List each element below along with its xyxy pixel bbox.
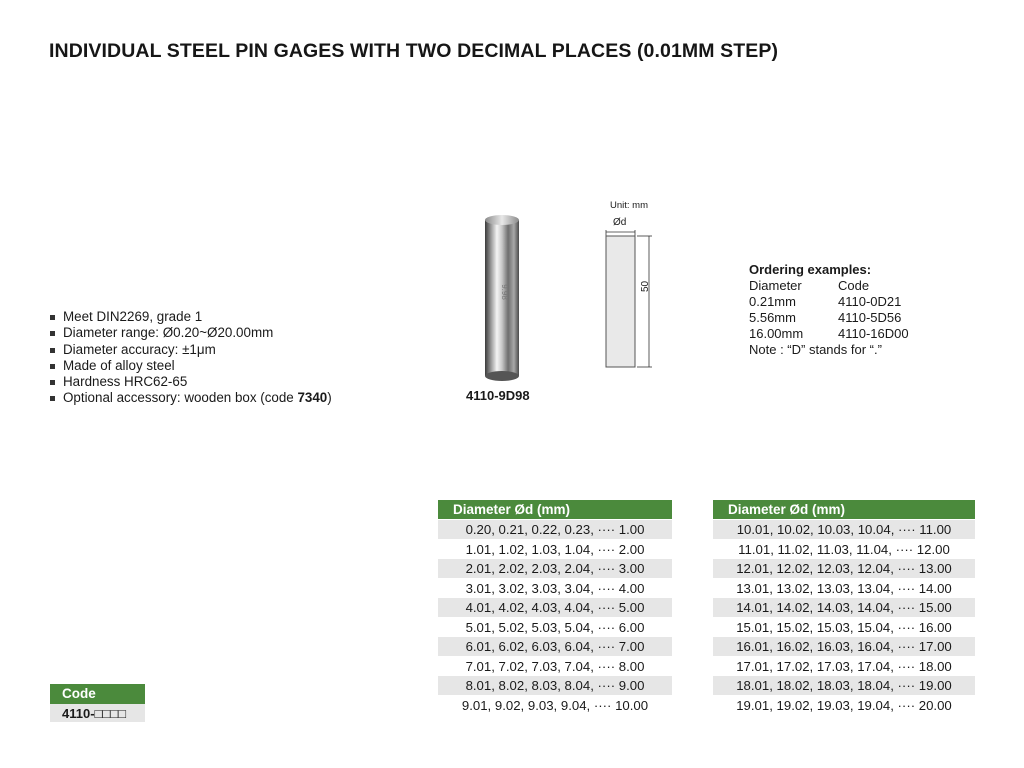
page-title: INDIVIDUAL STEEL PIN GAGES WITH TWO DECIMAL PLACES (0.01MM STEP) [49, 40, 779, 62]
diameter-symbol: Ød [613, 217, 627, 228]
ordering-row: 5.56mm 4110-5D56 [749, 310, 902, 325]
code-value: 4110-□□□□ [50, 704, 145, 723]
ordering-header-row [749, 278, 909, 294]
ordering-col-diameter: Diameter [749, 278, 802, 293]
ordering-row: 16.00mm 4110-16D00 [749, 326, 909, 341]
table-row: 2.01, 2.02, 2.03, 2.04, ···· 3.00 [438, 558, 672, 578]
diameter-table-1 [438, 500, 672, 714]
ordering-note: Note : “D” stands for “.” [749, 342, 882, 357]
code-header: Code [50, 684, 145, 704]
pin-engraving: 9.98 [500, 284, 509, 300]
feature-item: Hardness HRC62-65 [49, 374, 332, 390]
table-row: 4.01, 4.02, 4.03, 4.04, ···· 5.00 [438, 597, 672, 617]
bullet-icon [50, 380, 55, 385]
feature-item: Made of alloy steel [49, 358, 332, 374]
table-row: 7.01, 7.02, 7.03, 7.04, ···· 8.00 [438, 656, 672, 676]
table-row: 9.01, 9.02, 9.03, 9.04, ···· 10.00 [438, 695, 672, 715]
feature-list [49, 309, 332, 407]
table-row: 3.01, 3.02, 3.03, 3.04, ···· 4.00 [438, 578, 672, 598]
unit-label: Unit: mm [610, 200, 648, 211]
table-row: 13.01, 13.02, 13.03, 13.04, ···· 14.00 [713, 578, 975, 598]
table-header: Diameter Ød (mm) [713, 500, 975, 519]
bullet-icon [50, 396, 55, 401]
table-row: 11.01, 11.02, 11.03, 11.04, ···· 12.00 [713, 539, 975, 559]
diameter-table-2 [713, 500, 975, 714]
table-header: Diameter Ød (mm) [438, 500, 672, 519]
ordering-col-code: Code [838, 278, 870, 293]
table-row: 18.01, 18.02, 18.03, 18.04, ···· 19.00 [713, 675, 975, 695]
ordering-title: Ordering examples: [749, 262, 872, 277]
pin-gage-image [478, 212, 526, 384]
table-row: 6.01, 6.02, 6.03, 6.04, ···· 7.00 [438, 636, 672, 656]
table-row: 15.01, 15.02, 15.03, 15.04, ···· 16.00 [713, 617, 975, 637]
feature-item: Diameter range: Ø0.20~Ø20.00mm [49, 325, 332, 341]
accessory-code: 7340 [297, 390, 328, 406]
ordering-examples [749, 262, 909, 358]
bullet-icon [50, 331, 55, 336]
table-row: 5.01, 5.02, 5.03, 5.04, ···· 6.00 [438, 617, 672, 637]
pin-model-label: 4110-9D98 [466, 388, 530, 403]
table-row: 1.01, 1.02, 1.03, 1.04, ···· 2.00 [438, 539, 672, 559]
table-row: 14.01, 14.02, 14.03, 14.04, ···· 15.00 [713, 597, 975, 617]
table-row: 0.20, 0.21, 0.22, 0.23, ···· 1.00 [438, 519, 672, 539]
table-row: 17.01, 17.02, 17.03, 17.04, ···· 18.00 [713, 656, 975, 676]
bullet-icon [50, 315, 55, 320]
feature-item: Meet DIN2269, grade 1 [49, 309, 332, 325]
length-dimension: 50 [640, 280, 651, 292]
bullet-icon [50, 364, 55, 369]
table-row: 10.01, 10.02, 10.03, 10.04, ···· 11.00 [713, 519, 975, 539]
bullet-icon [50, 348, 55, 353]
dimension-drawing [604, 226, 654, 372]
table-row: 19.01, 19.02, 19.03, 19.04, ···· 20.00 [713, 695, 975, 715]
ordering-row: 0.21mm 4110-0D21 [749, 294, 902, 309]
code-table [50, 684, 145, 723]
table-row: 12.01, 12.02, 12.03, 12.04, ···· 13.00 [713, 558, 975, 578]
feature-item: Optional accessory: wooden box (code 7340) [49, 390, 332, 406]
table-row: 8.01, 8.02, 8.03, 8.04, ···· 9.00 [438, 675, 672, 695]
feature-item: Diameter accuracy: ±1μm [49, 342, 332, 358]
table-row: 16.01, 16.02, 16.03, 16.04, ···· 17.00 [713, 636, 975, 656]
